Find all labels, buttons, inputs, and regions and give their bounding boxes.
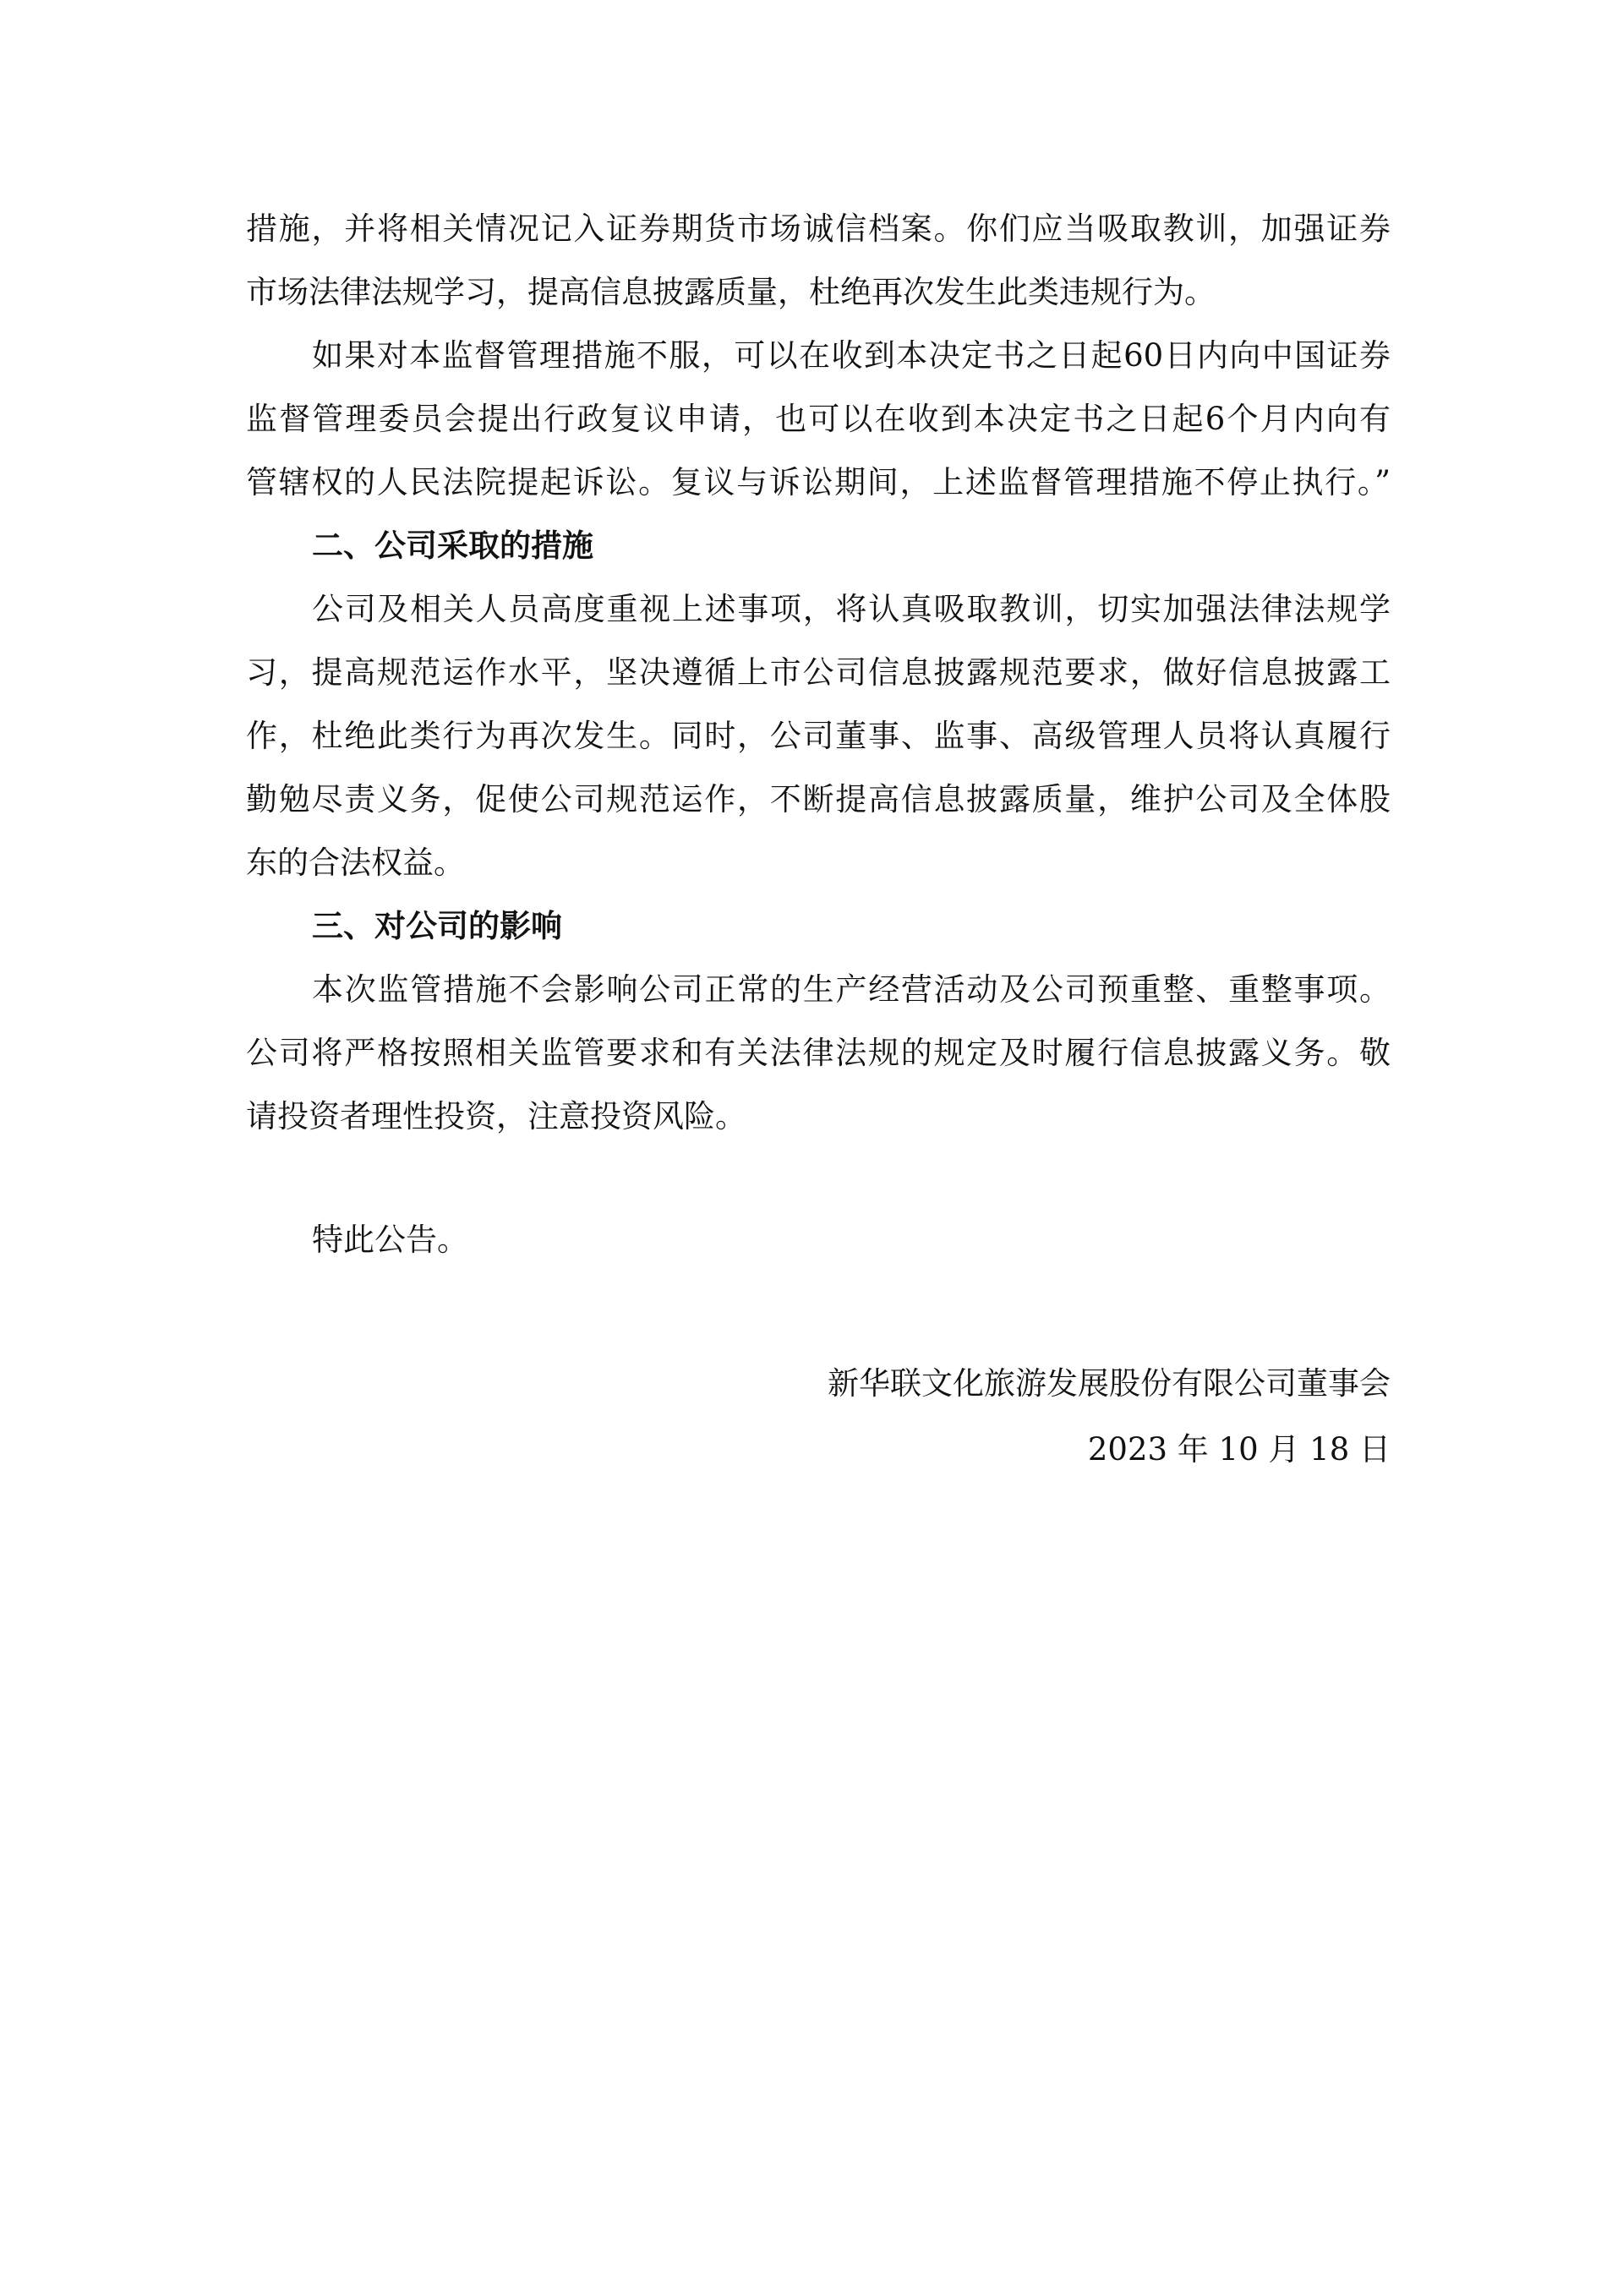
section-heading-measures: 二、公司采取的措施 (312, 527, 593, 564)
section-heading-impact: 三、对公司的影响 (312, 907, 562, 944)
paragraph-line: 作，杜绝此类行为再次发生。同时，公司董事、监事、高级管理人员将认真履行 (246, 718, 1391, 754)
signature-block (828, 1351, 1391, 1483)
paragraph-line: 市场法律法规学习，提高信息披露质量，杜绝再次发生此类违规行为。 (246, 274, 1216, 310)
paragraph-line: 监督管理委员会提出行政复议申请，也可以在收到本决定书之日起6个月内向有 (246, 401, 1391, 437)
paragraph-line: 勤勉尽责义务，促使公司规范运作，不断提高信息披露质量，维护公司及全体股 (246, 781, 1391, 817)
paragraph-line: 如果对本监督管理措施不服，可以在收到本决定书之日起60日内向中国证券 (312, 337, 1391, 374)
signature-organization: 新华联文化旅游发展股份有限公司董事会 (828, 1365, 1391, 1402)
document-body (246, 197, 1391, 1271)
signature-date: 2023 年 10 月 18 日 (1087, 1431, 1391, 1468)
paragraph-line: 请投资者理性投资，注意投资风险。 (246, 1098, 746, 1134)
paragraph-line: 措施，并将相关情况记入证券期货市场诚信档案。你们应当吸取教训，加强证券 (246, 210, 1391, 247)
paragraph-line: 管辖权的人民法院提起诉讼。复议与诉讼期间，上述监督管理措施不停止执行。” (246, 464, 1391, 500)
paragraph-line: 东的合法权益。 (246, 845, 465, 881)
paragraph-appeal-rights (246, 324, 1391, 514)
paragraph-line: 公司及相关人员高度重视上述事项，将认真吸取教训，切实加强法律法规学 (312, 591, 1391, 627)
paragraph-measures (246, 577, 1391, 894)
paragraph-continuation (246, 197, 1391, 324)
paragraph-line: 公司将严格按照相关监管要求和有关法律法规的规定及时履行信息披露义务。敬 (246, 1035, 1391, 1071)
paragraph-line: 习，提高规范运作水平，坚决遵循上市公司信息披露规范要求，做好信息披露工 (246, 654, 1391, 691)
paragraph-impact (246, 958, 1391, 1148)
closing-statement: 特此公告。 (312, 1222, 468, 1258)
paragraph-line: 本次监管措施不会影响公司正常的生产经营活动及公司预重整、重整事项。 (312, 971, 1391, 1008)
